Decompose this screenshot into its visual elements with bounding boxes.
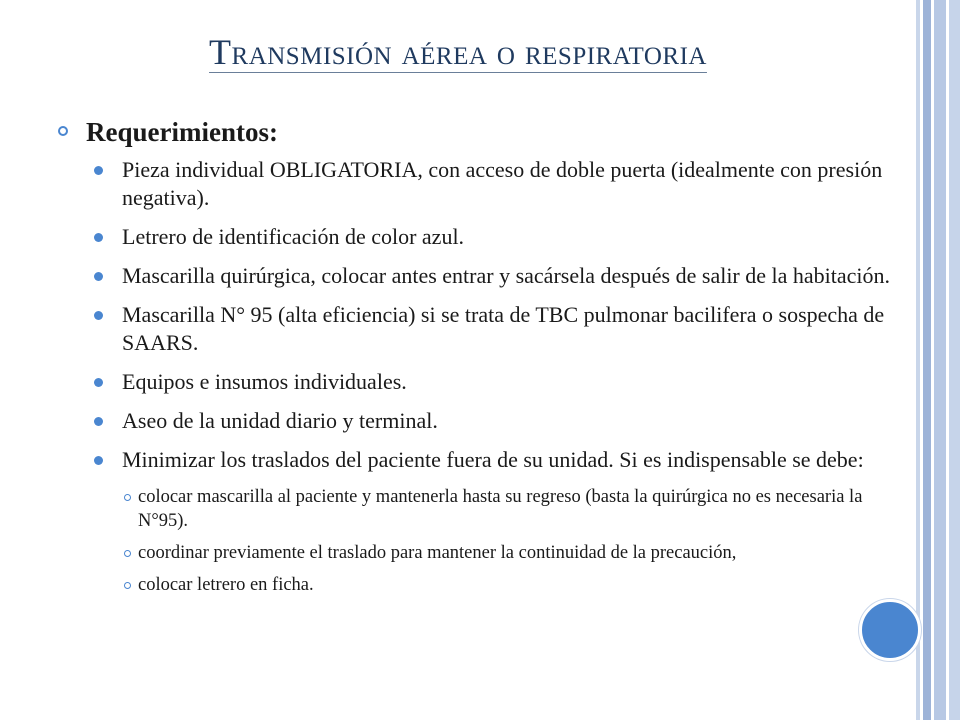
section-heading-text: Requerimientos: [86,117,278,147]
dot-bullet-icon [94,378,103,387]
list-item-text: Letrero de identificación de color azul. [122,224,465,249]
sub-list-item [56,573,906,597]
list-item [56,262,906,290]
list-item-text: Mascarilla N° 95 (alta eficiencia) si se trata de TBC pulmonar bacilifera o sospecha de SAARS. [122,302,885,355]
list-item-text: Equipos e insumos individuales. [122,369,407,394]
sub-list-item-text: colocar mascarilla al paciente y mantenerla hasta su regreso (basta la quirúrgica no es necesaria la N°95). [138,487,863,531]
decorative-circle [859,599,921,661]
slide-content [56,112,906,605]
list-item-text: Pieza individual OBLIGATORIA, con acceso de doble puerta (idealmente con presión negativa). [122,157,883,210]
ring-bullet-icon [58,126,68,136]
sub-list-item-text: coordinar previamente el traslado para mantener la continuidad de la precaución, [138,543,737,563]
list-item [56,223,906,251]
ring-bullet-icon [124,494,131,501]
dot-bullet-icon [94,311,103,320]
list-item [56,446,906,474]
sub-list-item [56,485,906,533]
list-item [56,156,906,212]
ring-bullet-icon [124,582,131,589]
ring-bullet-icon [124,550,131,557]
decorative-stripes [916,0,960,720]
sub-list-item-text: colocar letrero en ficha. [138,575,314,595]
list-item [56,407,906,435]
dot-bullet-icon [94,417,103,426]
section-heading [56,112,906,152]
slide-title: Transmisión aérea o respiratoria [209,32,707,72]
dot-bullet-icon [94,272,103,281]
list-item-text: Aseo de la unidad diario y terminal. [122,408,438,433]
sub-list-item [56,541,906,565]
list-item [56,301,906,357]
list-item-text: Mascarilla quirúrgica, colocar antes entrar y sacársela después de salir de la habitación. [122,263,891,288]
dot-bullet-icon [94,456,103,465]
dot-bullet-icon [94,166,103,175]
list-item-text: Minimizar los traslados del paciente fuera de su unidad. Si es indispensable se debe: [122,447,864,472]
dot-bullet-icon [94,233,103,242]
list-item [56,368,906,396]
